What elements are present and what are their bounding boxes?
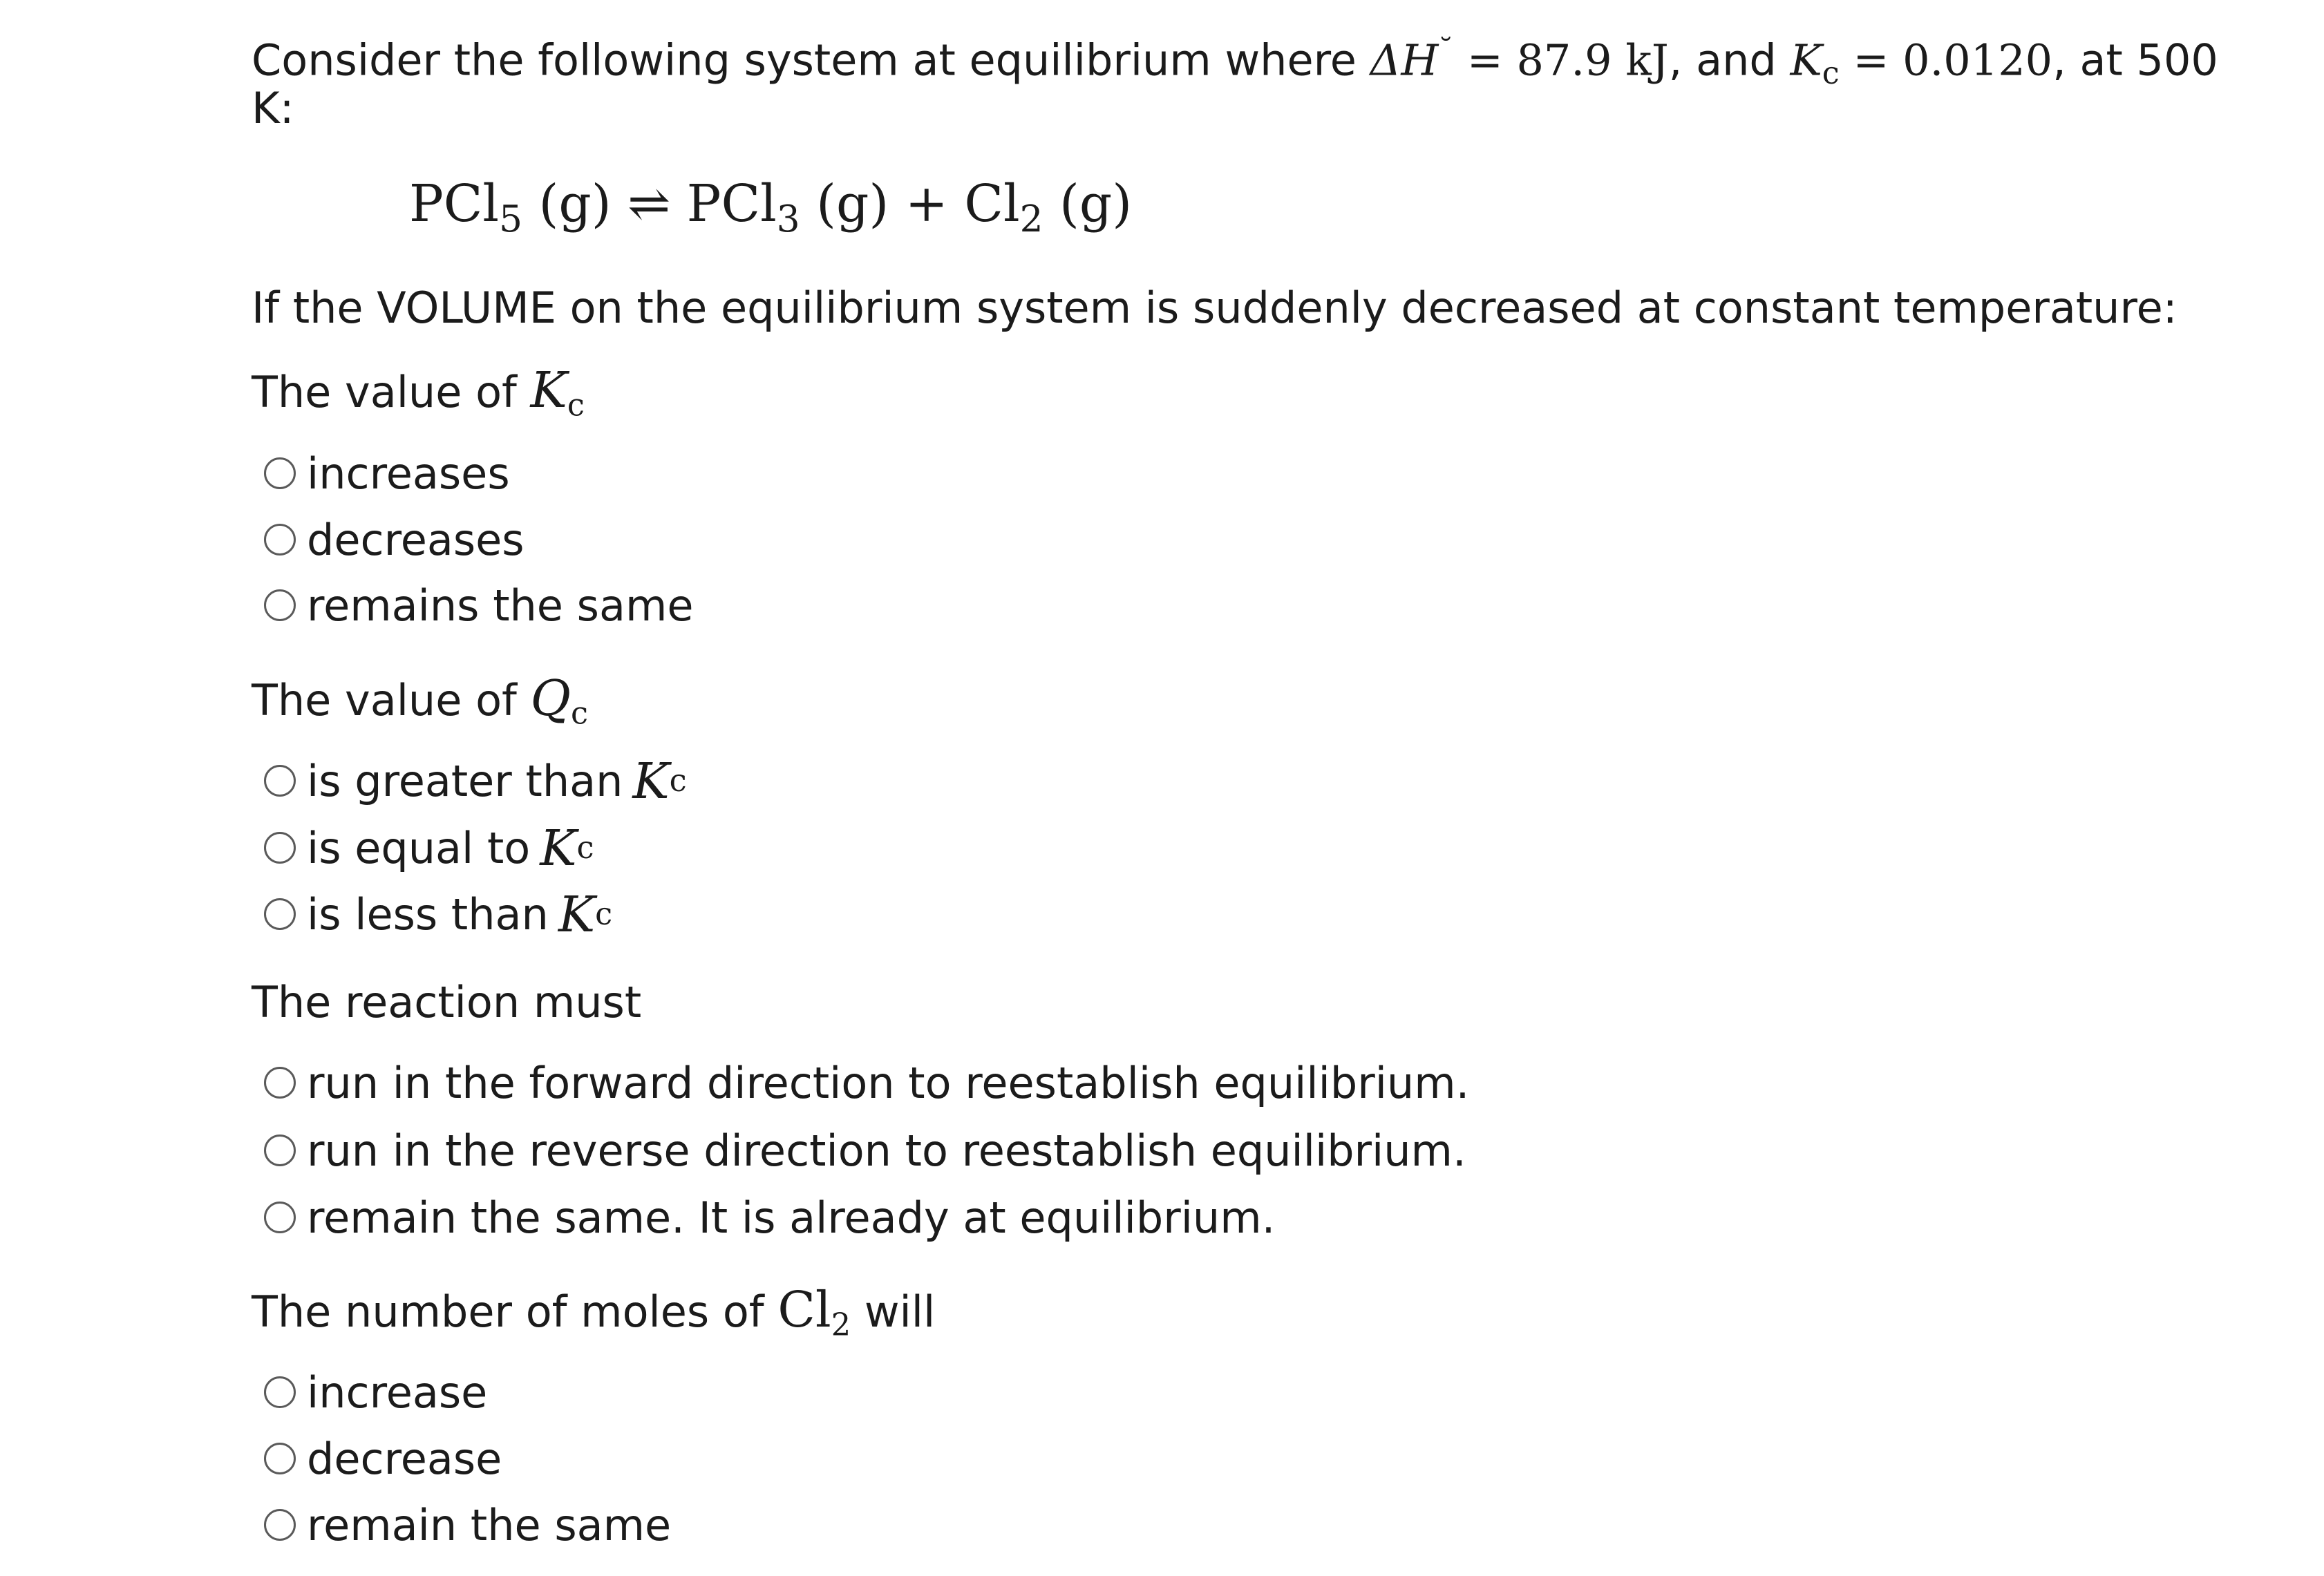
temperature-unit: K: xyxy=(252,83,294,133)
product2-subscript: 2 xyxy=(1019,197,1043,240)
kc-subscript: c xyxy=(595,896,613,932)
equilibrium-arrow-icon: ⇌ xyxy=(627,174,671,234)
moles-option-increase[interactable] xyxy=(264,1365,487,1420)
question-moles-prompt xyxy=(252,1282,935,1352)
option-label: is greater than xyxy=(307,755,623,806)
reactant-pcl5: PCl xyxy=(409,174,500,234)
intro-text: Consider the following system at equilibrium where xyxy=(252,35,1370,86)
qc-option-equal[interactable] xyxy=(264,820,594,875)
product-pcl3: PCl xyxy=(670,174,777,234)
radio-button[interactable] xyxy=(264,524,296,556)
chemical-equation xyxy=(409,173,1132,250)
prompt-text: The value of xyxy=(252,367,531,417)
option-label: decrease xyxy=(307,1433,502,1484)
kc-option-decreases[interactable] xyxy=(264,512,525,567)
option-label: decreases xyxy=(307,514,525,565)
option-label: remain the same. It is already at equilibrium. xyxy=(307,1192,1276,1243)
direction-option-forward[interactable] xyxy=(264,1055,1469,1110)
option-label: increases xyxy=(307,448,510,499)
kc-option-increases[interactable] xyxy=(264,446,510,501)
prompt-text: The value of xyxy=(252,675,531,725)
condition-text: If the VOLUME on the equilibrium system is suddenly decreased at constant temperature: xyxy=(252,283,2177,333)
radio-button[interactable] xyxy=(264,1443,296,1474)
radio-button[interactable] xyxy=(264,1134,296,1166)
kc-subscript: c xyxy=(576,830,594,866)
option-label: is equal to xyxy=(307,822,531,873)
moles-option-same[interactable] xyxy=(264,1497,671,1553)
qc-option-less[interactable] xyxy=(264,886,612,942)
option-label: remains the same xyxy=(307,580,694,631)
intro-line-2 xyxy=(252,81,294,136)
moles-option-decrease[interactable] xyxy=(264,1431,502,1486)
kc-value: = 0.0120 xyxy=(1839,35,2053,86)
temperature-text: , at 500 xyxy=(2052,35,2218,86)
option-label: run in the reverse direction to reestablish equilibrium. xyxy=(307,1125,1466,1176)
option-label: increase xyxy=(307,1367,488,1418)
delta-h-value: = 87.9 kJ xyxy=(1453,35,1669,86)
radio-button[interactable] xyxy=(264,832,296,864)
kc-subscript: c xyxy=(669,763,687,799)
kc-subscript: c xyxy=(1822,55,1840,92)
question-qc-prompt xyxy=(252,671,588,741)
kc-symbol: K xyxy=(558,885,596,943)
radio-button[interactable] xyxy=(264,457,296,489)
option-label: run in the forward direction to reestablish equilibrium. xyxy=(307,1057,1470,1108)
radio-button[interactable] xyxy=(264,765,296,797)
product-cl2: Cl xyxy=(964,174,1020,234)
delta-h-symbol: ΔH xyxy=(1370,35,1439,86)
phase-label: (g) xyxy=(1043,174,1133,234)
prompt-text-end: will xyxy=(851,1287,936,1337)
radio-button[interactable] xyxy=(264,1067,296,1099)
cl2-subscript: 2 xyxy=(831,1307,851,1343)
intro-and: , and xyxy=(1668,35,1791,86)
cl2-species: Cl xyxy=(777,1281,831,1338)
kc-option-same[interactable] xyxy=(264,578,693,633)
product1-subscript: 3 xyxy=(776,197,800,240)
question-direction-prompt: The reaction must xyxy=(252,977,642,1027)
qc-option-greater[interactable] xyxy=(264,753,687,808)
radio-button[interactable] xyxy=(264,1509,296,1541)
radio-button[interactable] xyxy=(264,898,296,930)
kc-subscript: c xyxy=(567,387,585,424)
qc-symbol: Q xyxy=(530,670,571,727)
option-label: is less than xyxy=(307,889,549,940)
direction-option-reverse[interactable] xyxy=(264,1123,1466,1178)
phase-label: (g) + xyxy=(800,174,965,234)
intro-line xyxy=(252,23,2218,101)
phase-label: (g) xyxy=(522,174,628,234)
kc-symbol: K xyxy=(540,819,577,877)
radio-button[interactable] xyxy=(264,589,296,621)
standard-state-mark: ˘ xyxy=(1438,33,1454,68)
option-label: remain the same xyxy=(307,1499,672,1550)
kc-symbol: K xyxy=(632,752,670,810)
prompt-text: The number of moles of xyxy=(252,1287,778,1337)
kc-symbol: K xyxy=(1790,35,1822,86)
radio-button[interactable] xyxy=(264,1202,296,1233)
reactant-subscript: 5 xyxy=(499,197,522,240)
kc-symbol: K xyxy=(530,361,567,419)
radio-button[interactable] xyxy=(264,1376,296,1408)
qc-subscript: c xyxy=(571,695,588,732)
direction-option-same[interactable] xyxy=(264,1190,1275,1245)
question-kc-prompt xyxy=(252,363,585,433)
